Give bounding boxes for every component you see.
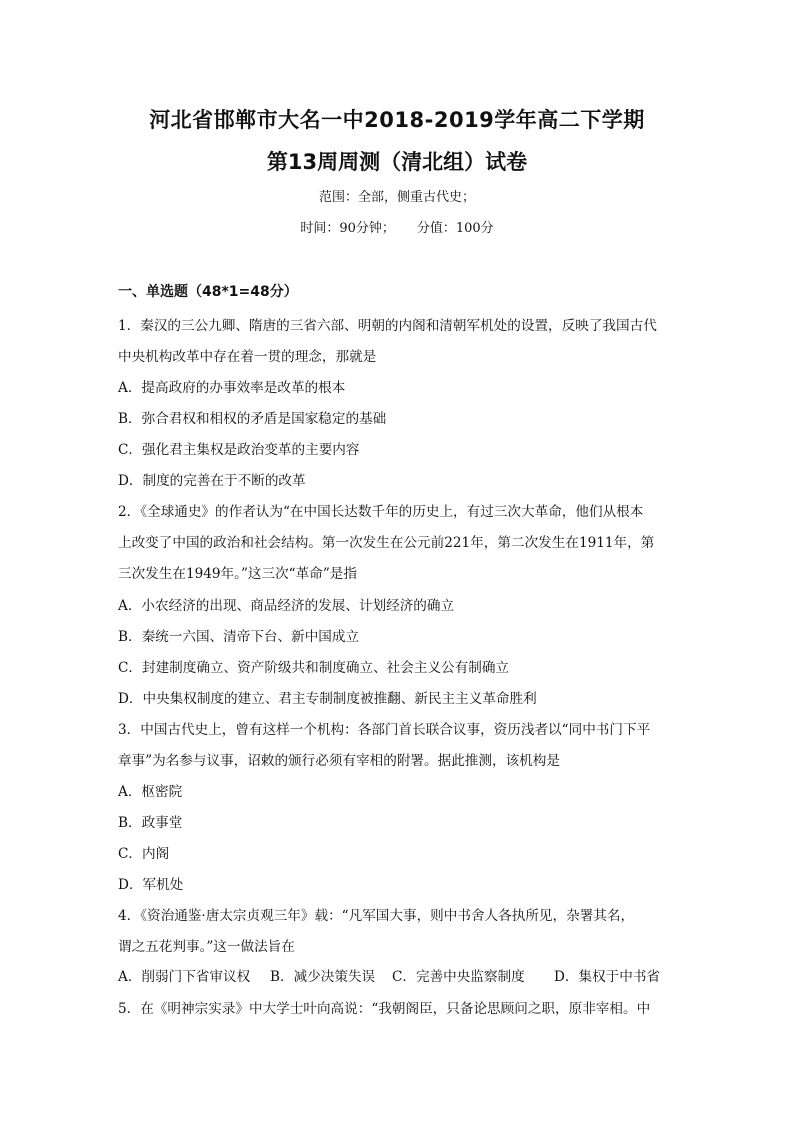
exam-score: 分值：100分 <box>416 221 494 236</box>
q2-option-c: C．封建制度确立、资产阶级共和制度确立、社会主义公有制确立 <box>118 660 510 676</box>
q3-option-a: A．枢密院 <box>118 784 183 800</box>
section-title: 一、单选题（48*1=48分） <box>118 284 298 300</box>
q4-option-c: C．完善中央监察制度 <box>392 969 525 985</box>
q3-option-c: C．内阁 <box>118 846 170 862</box>
exam-scope: 范围：全部，侧重古代史； <box>318 190 475 205</box>
q3-option-b: B．政事堂 <box>118 815 183 831</box>
q1-option-b: B．弥合君权和相权的矛盾是国家稳定的基础 <box>118 411 387 427</box>
q3-option-d: D．军机处 <box>118 877 184 893</box>
q4-stem-line2: 谓之五花判事。”这一做法旨在 <box>118 939 295 955</box>
q1-option-d: D．制度的完善在于不断的改革 <box>118 473 306 489</box>
q5-stem-line1: 5．在《明神宗实录》中大学士叶向高说：“我朝阁臣，只备论思顾问之职，原非宰相。中 <box>118 1001 651 1017</box>
exam-time-score <box>0 217 794 236</box>
q2-option-a: A．小农经济的出现、商品经济的发展、计划经济的确立 <box>118 598 455 614</box>
q2-stem-line2: 上改变了中国的政治和社会结构。第一次发生在公元前221年，第二次发生在1911年，第 <box>118 535 655 551</box>
q4-option-a: A．削弱门下省审议权 <box>118 969 251 985</box>
q1-stem-line2: 中央机构改革中存在着一贯的理念，那就是 <box>118 349 377 365</box>
q2-option-d: D．中央集权制度的建立、君主专制制度被推翻、新民主主义革命胜利 <box>118 691 537 707</box>
q1-stem-line1: 1．秦汉的三公九卿、隋唐的三省六部、明朝的内阁和清朝军机处的设置，反映了我国古代 <box>118 318 657 334</box>
q2-stem-line3: 三次发生在1949年。”这三次“革命”是指 <box>118 566 357 582</box>
q3-stem-line1: 3．中国古代史上，曾有这样一个机构：各部门首长联合议事，资历浅者以“同中书门下平 <box>118 722 651 738</box>
q4-option-b: B．减少决策失误 <box>270 969 376 985</box>
exam-time: 时间：90分钟； <box>300 221 395 236</box>
exam-title-line1: 河北省邯郸市大名一中2018-2019学年高二下学期 <box>149 108 645 132</box>
q1-option-a: A．提高政府的办事效率是改革的根本 <box>118 380 346 396</box>
q4-option-d: D．集权于中书省 <box>554 969 661 985</box>
q4-stem-line1: 4．《资治通鉴·唐太宗贞观三年》载：“凡军国大事，则中书舍人各执所见，杂署其名， <box>118 908 635 924</box>
q2-option-b: B．秦统一六国、清帝下台、新中国成立 <box>118 629 360 645</box>
q4-options-row <box>118 965 678 985</box>
q3-stem-line2: 章事”为名参与议事，诏敕的颁行必须有宰相的附署。据此推测，该机构是 <box>118 753 560 769</box>
q2-stem-line1: 2．《全球通史》的作者认为“在中国长达数千年的历史上，有过三次大革命，他们从根本 <box>118 504 644 520</box>
exam-title-line2: 第13周周测（清北组）试卷 <box>266 150 528 174</box>
q1-option-c: C．强化君主集权是政治变革的主要内容 <box>118 442 360 458</box>
